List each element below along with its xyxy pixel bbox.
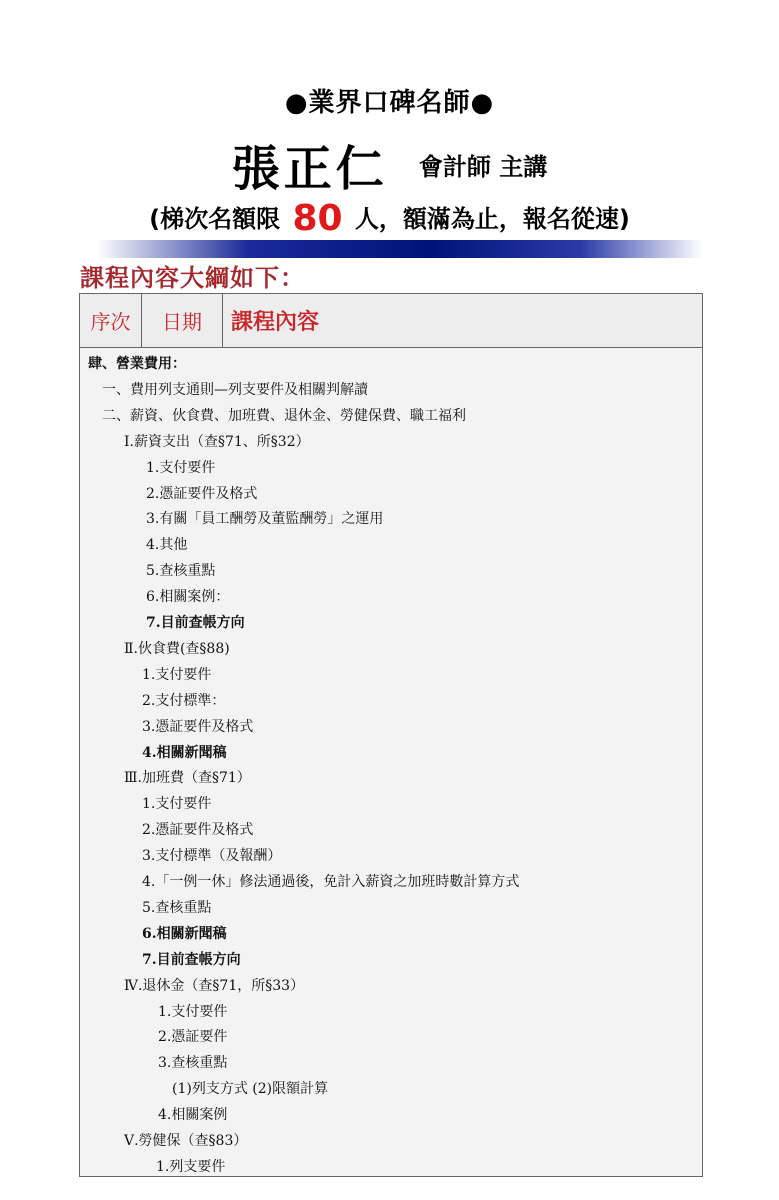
outline-item: 4.相關案例 <box>158 1107 228 1124</box>
tagline: ●業界口碑名師● <box>284 88 495 118</box>
outline-item: Ⅳ.退休金（查§71，所§33） <box>124 977 305 994</box>
header-date: 日期 <box>142 294 223 347</box>
outline-item: 5.查核重點 <box>142 899 212 916</box>
header-course-content: 課程內容 <box>231 310 320 335</box>
outline-item: 6.相關新聞稿 <box>142 925 227 942</box>
header-sequence: 序次 <box>80 294 142 347</box>
outline-item: 1.支付要件 <box>142 796 212 813</box>
outline-item: 肆、營業費用： <box>88 356 186 372</box>
speaker-role: 會計師 主講 <box>418 152 548 181</box>
quota-text-after: 人，額滿為止，報名從速) <box>354 205 630 233</box>
outline-item: 2.憑証要件及格式 <box>142 822 254 839</box>
quota-text-before: (梯次名額限 <box>149 205 281 233</box>
outline-item: 3.支付標準（及報酬） <box>142 848 282 865</box>
outline-heading: 課程內容大綱如下： <box>80 264 305 292</box>
outline-item: 2.憑証要件及格式 <box>146 485 258 502</box>
outline-item: Ⅰ.薪資支出（查§71、所§32） <box>124 433 310 450</box>
outline-item: 7.目前查帳方向 <box>142 951 241 968</box>
outline-item: 4.相關新聞稿 <box>142 744 227 761</box>
table-header-row <box>80 294 702 348</box>
outline-item: 4.其他 <box>146 537 188 554</box>
quota-number: 80 <box>292 198 343 239</box>
outline-item: 1.支付要件 <box>158 1003 228 1020</box>
outline-item: 1.支付要件 <box>146 459 216 476</box>
speaker-name: 張正仁 <box>231 141 388 197</box>
outline-item: 3.有關「員工酬勞及董監酬勞」之運用 <box>146 511 384 528</box>
course-outline-table <box>79 293 703 1177</box>
quota-line <box>0 198 779 239</box>
speaker-line <box>0 130 779 199</box>
outline-item: 1.列支要件 <box>156 1158 226 1175</box>
outline-item: Ⅴ.勞健保（查§83） <box>124 1133 248 1149</box>
outline-item: Ⅱ.伙食費(查§88) <box>124 640 230 657</box>
outline-item: (1)列支方式 (2)限額計算 <box>172 1081 329 1098</box>
outline-item: 二、薪資、伙食費、加班費、退休金、勞健保費、職工福利 <box>102 407 466 424</box>
outline-item: 4.「一例一休」修法通過後，免計入薪資之加班時數計算方式 <box>142 874 520 890</box>
decorative-gradient-bar <box>97 240 702 258</box>
outline-item: 3.憑証要件及格式 <box>142 718 254 735</box>
outline-item: Ⅲ.加班費（查§71） <box>124 770 251 787</box>
outline-item: 一、費用列支通則—列支要件及相關判解讀 <box>102 381 368 398</box>
outline-item: 1.支付要件 <box>142 666 212 683</box>
outline-item: 2.憑証要件 <box>158 1029 228 1046</box>
outline-item: 6.相關案例： <box>146 589 230 606</box>
outline-item: 3.查核重點 <box>158 1055 228 1072</box>
outline-item: 7.目前查帳方向 <box>146 615 245 631</box>
outline-item: 2.支付標準： <box>142 692 226 709</box>
outline-item: 5.查核重點 <box>146 563 216 580</box>
